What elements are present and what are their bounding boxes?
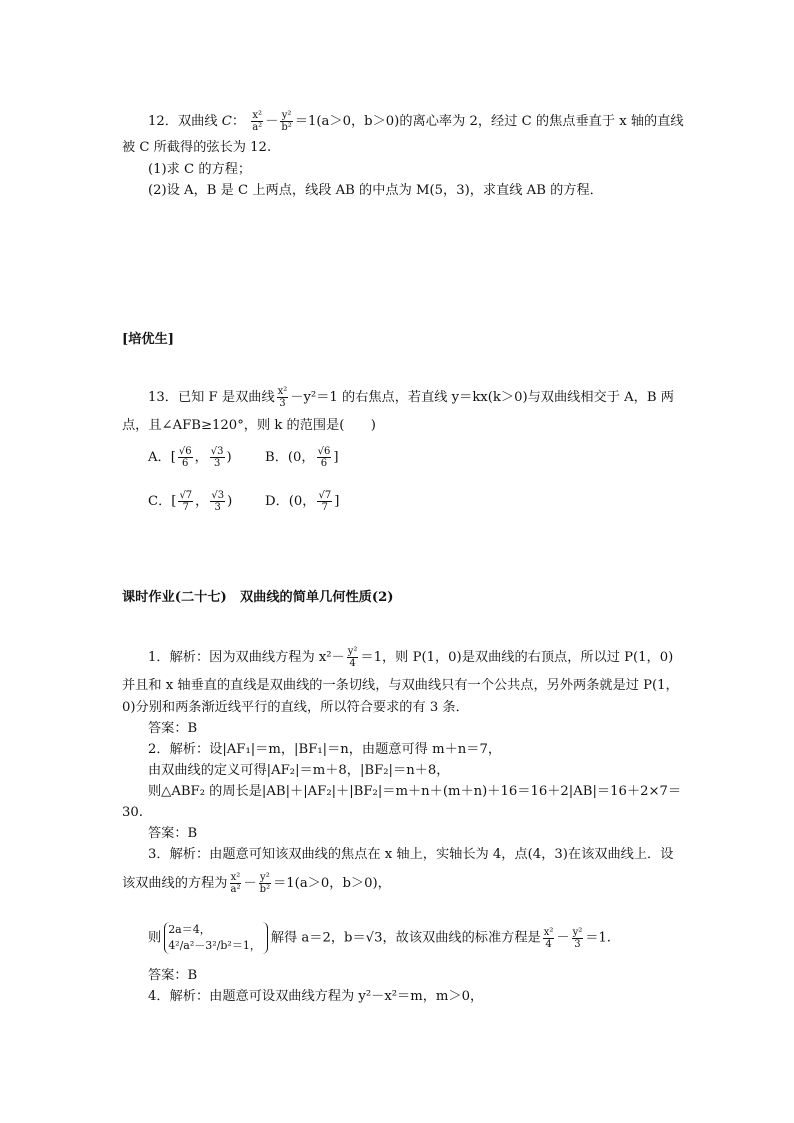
a3-result-frac1-num: x²	[543, 926, 554, 938]
q12-frac1-den: a²	[252, 122, 263, 133]
a3-result-frac-2	[572, 927, 584, 950]
a3-then: 则	[148, 930, 162, 946]
option-c-frac2-den: 3	[214, 502, 221, 513]
option-c-comma: ，	[195, 494, 209, 509]
a3-result-minus: －	[556, 930, 570, 946]
option-c-frac-1	[178, 490, 193, 513]
a1-line-3: 0)分别和两条渐近线平行的直线，所以符合要求的有 3 条．	[122, 700, 469, 715]
q12-fraction-x2-a2	[251, 110, 263, 133]
a2-answer: 答案：B	[148, 826, 198, 841]
a3-text-start: 该双曲线的方程为	[122, 876, 228, 891]
option-c-frac2-num: √3	[211, 490, 225, 501]
a3-line-3	[148, 922, 611, 954]
a1-text-start: 1．解析：因为双曲线方程为 x²－	[148, 650, 345, 665]
a3-frac1-num: x²	[230, 872, 241, 883]
option-d-end: ]	[334, 494, 340, 509]
q12-line-2: 被 C 所截得的弦长为 12.	[122, 140, 272, 155]
option-a-frac1-num: √6	[178, 446, 192, 457]
option-d-label: D．(0，	[265, 494, 316, 509]
q12-text-start: 12．双曲线	[148, 114, 222, 129]
a3-result-frac2-num: y²	[572, 926, 583, 938]
q12-text-end: ＝1(a＞0，b＞0)的离心率为 2，经过 C 的焦点垂直于 x 轴的直线	[294, 114, 684, 129]
a2-line-2: 由双曲线的定义可得|AF₂|＝m＋8，|BF₂|＝n＋8，	[148, 763, 450, 778]
q12-part-2: (2)设 A，B 是 C 上两点，线段 AB 的中点为 M(5，3)，求直线 AB 的方程．	[148, 183, 603, 198]
a3-text-end: ＝1(a＞0，b＞0)，	[273, 876, 391, 891]
q13-line-2: 点，且∠AFB≥120°，则 k 的范围是( )	[122, 418, 376, 433]
a3-result-frac-1	[543, 927, 555, 950]
a3-answer: 答案：B	[148, 968, 198, 983]
option-b-label: B．(0，	[265, 450, 315, 465]
option-a-label: A．[	[148, 450, 176, 465]
a1-line-2: 并且和 x 轴垂直的直线是双曲线的一条切线，与双曲线只有一个公共点，另外两条就是过 P(1，	[122, 678, 679, 693]
a1-frac-num: y²	[347, 646, 358, 657]
a3-equation-system	[164, 922, 268, 954]
q12-frac2-den: b²	[281, 122, 292, 133]
option-a-frac1-den: 6	[182, 458, 189, 469]
option-c-end: )	[227, 494, 233, 509]
q13-option-d	[265, 490, 339, 513]
q13-frac-num: x²	[277, 386, 288, 397]
q13-option-c	[148, 490, 232, 513]
a3-minus: －	[243, 876, 257, 891]
a3-system-eq-1: 2a＝4，	[168, 923, 211, 936]
a3-fraction-y2-b2	[259, 872, 271, 895]
q13-text-start: 13．已知 F 是双曲线	[148, 390, 275, 405]
q12-minus: －	[265, 114, 279, 129]
a3-frac2-den: b²	[259, 884, 271, 895]
option-b-end: ]	[333, 450, 339, 465]
q13-option-b	[265, 446, 339, 469]
a1-line-1	[148, 646, 673, 669]
a3-line-2	[122, 872, 391, 895]
q12-frac2-num: y²	[281, 110, 292, 121]
q12-part-1: (1)求 C 的方程；	[148, 162, 252, 177]
a2-line-1: 2．解析：设|AF₁|＝m，|BF₁|＝n，由题意可得 m＋n＝7，	[148, 742, 502, 757]
option-c-frac1-num: √7	[179, 490, 193, 501]
option-d-frac-den: 7	[321, 502, 329, 513]
section-label-pei-you-sheng: [培优生]	[122, 332, 175, 347]
q13-text-end: －y²＝1 的右焦点，若直线 y＝kx(k＞0)与双曲线相交于 A，B 两	[290, 390, 674, 405]
a3-fraction-x2-a2	[230, 872, 242, 895]
q13-option-a	[148, 446, 232, 469]
q12-colon: ：	[231, 114, 246, 129]
a4-line-1: 4．解析：由题意可设双曲线方程为 y²－x²＝m，m＞0，	[148, 989, 484, 1004]
option-d-frac-num: √7	[318, 490, 332, 501]
option-b-frac-num: √6	[317, 446, 331, 457]
q13-fraction-x2-3	[277, 386, 289, 409]
a3-result-end: ＝1.	[585, 930, 612, 946]
option-c-frac-2	[210, 490, 225, 513]
a1-text-end: ＝1，则 P(1，0)是双曲线的右顶点，所以过 P(1，0)	[360, 650, 674, 665]
a2-line-3: 则△ABF₂ 的周长是|AB|＋|AF₂|＋|BF₂|＝m＋n＋(m＋n)＋16＝16＋2|AB|＝16＋2×7＝	[148, 784, 682, 799]
q12-frac1-num: x²	[252, 110, 263, 121]
option-a-frac2-num: √3	[210, 446, 224, 457]
option-a-frac2-den: 3	[213, 458, 221, 469]
option-a-frac-1	[178, 446, 193, 469]
option-b-frac-den: 6	[320, 458, 328, 469]
q13-frac-den: 3	[279, 398, 286, 409]
a3-solve-text: 解得 a＝2，b＝√3，故该双曲线的标准方程是	[270, 930, 541, 946]
a3-system-eq-2: 4²/a²－3²/b²＝1，	[168, 939, 261, 952]
a2-line-4: 30.	[122, 805, 143, 820]
option-a-comma: ，	[194, 450, 208, 465]
a1-fraction-y2-4	[347, 646, 359, 669]
a1-frac-den: 4	[349, 658, 356, 669]
option-d-frac	[317, 490, 332, 513]
option-a-end: )	[226, 450, 232, 465]
option-b-frac	[317, 446, 332, 469]
q12-var-c: C	[221, 114, 232, 129]
a3-line-1: 3．解析：由题意可知该双曲线的焦点在 x 轴上，实轴长为 4，点(4，3)在该双曲线上．设	[148, 847, 674, 862]
option-c-frac1-den: 7	[182, 502, 189, 513]
q12-line-1	[148, 110, 684, 133]
q13-line-1	[148, 386, 674, 409]
a3-result-frac2-den: 3	[574, 938, 581, 950]
option-a-frac-2	[210, 446, 225, 469]
a3-result-frac1-den: 4	[545, 938, 552, 950]
q12-fraction-y2-b2	[280, 110, 292, 133]
section-heading: 课时作业(二十七) 双曲线的简单几何性质(2)	[122, 590, 394, 605]
a1-answer: 答案：B	[148, 721, 198, 736]
option-c-label: C．[	[148, 494, 177, 509]
a3-frac1-den: a²	[230, 884, 241, 895]
a3-frac2-num: y²	[260, 872, 270, 883]
